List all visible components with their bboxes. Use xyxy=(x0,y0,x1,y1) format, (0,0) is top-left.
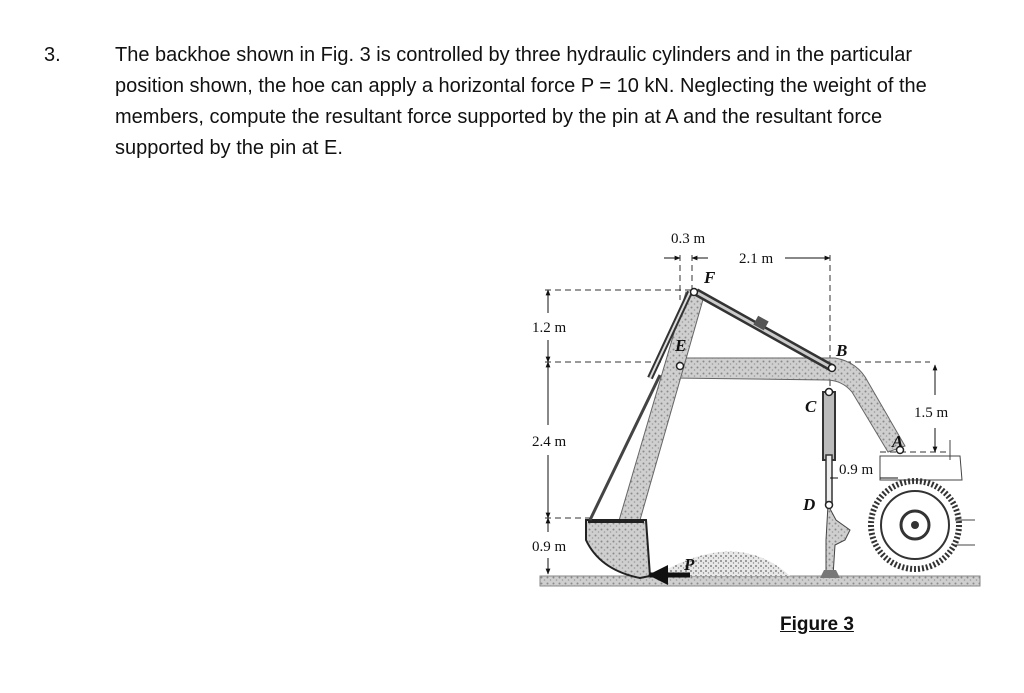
ground xyxy=(540,576,980,586)
pin-D xyxy=(826,502,833,509)
dim-0-9m-left: 0.9 m xyxy=(532,539,567,555)
stick-arm xyxy=(618,292,704,524)
label-D: D xyxy=(803,495,816,514)
statement-line-3: members, compute the resultant force supported by the pin at A and the resultant force xyxy=(115,106,883,128)
label-B: B xyxy=(836,341,848,360)
dim-0-3m: 0.3 m xyxy=(671,231,706,247)
pin-E xyxy=(677,363,684,370)
label-A: A xyxy=(892,432,904,451)
bucket xyxy=(586,520,650,578)
dim-1-5m: 1.5 m xyxy=(914,405,949,421)
dim-2-1m: 2.1 m xyxy=(739,251,774,267)
statement-line-4: supported by the pin at E. xyxy=(115,137,343,159)
label-P: P xyxy=(684,555,695,574)
pin-C xyxy=(826,389,833,396)
label-F: F xyxy=(704,268,716,287)
label-C: C xyxy=(805,397,817,416)
dim-1-2m: 1.2 m xyxy=(532,320,567,336)
statement-line-1: The backhoe shown in Fig. 3 is controlled by three hydraulic cylinders and in the particular xyxy=(115,44,913,66)
statement-line-2: position shown, the hoe can apply a horizontal force P = 10 kN. Neglecting the weight of the xyxy=(115,75,927,97)
pin-F xyxy=(691,289,698,296)
pin-B xyxy=(829,365,836,372)
dim-2-4m: 2.4 m xyxy=(532,434,567,450)
gravel-pile xyxy=(655,552,790,577)
label-E: E xyxy=(675,336,687,355)
figure-caption: Figure 3 xyxy=(780,614,854,635)
boom-arm xyxy=(672,358,905,452)
stabilizer xyxy=(826,505,850,576)
boom-cylinder xyxy=(823,392,835,460)
dim-0-9m-right: 0.9 m xyxy=(839,462,874,478)
problem-number: 3. xyxy=(44,44,61,66)
